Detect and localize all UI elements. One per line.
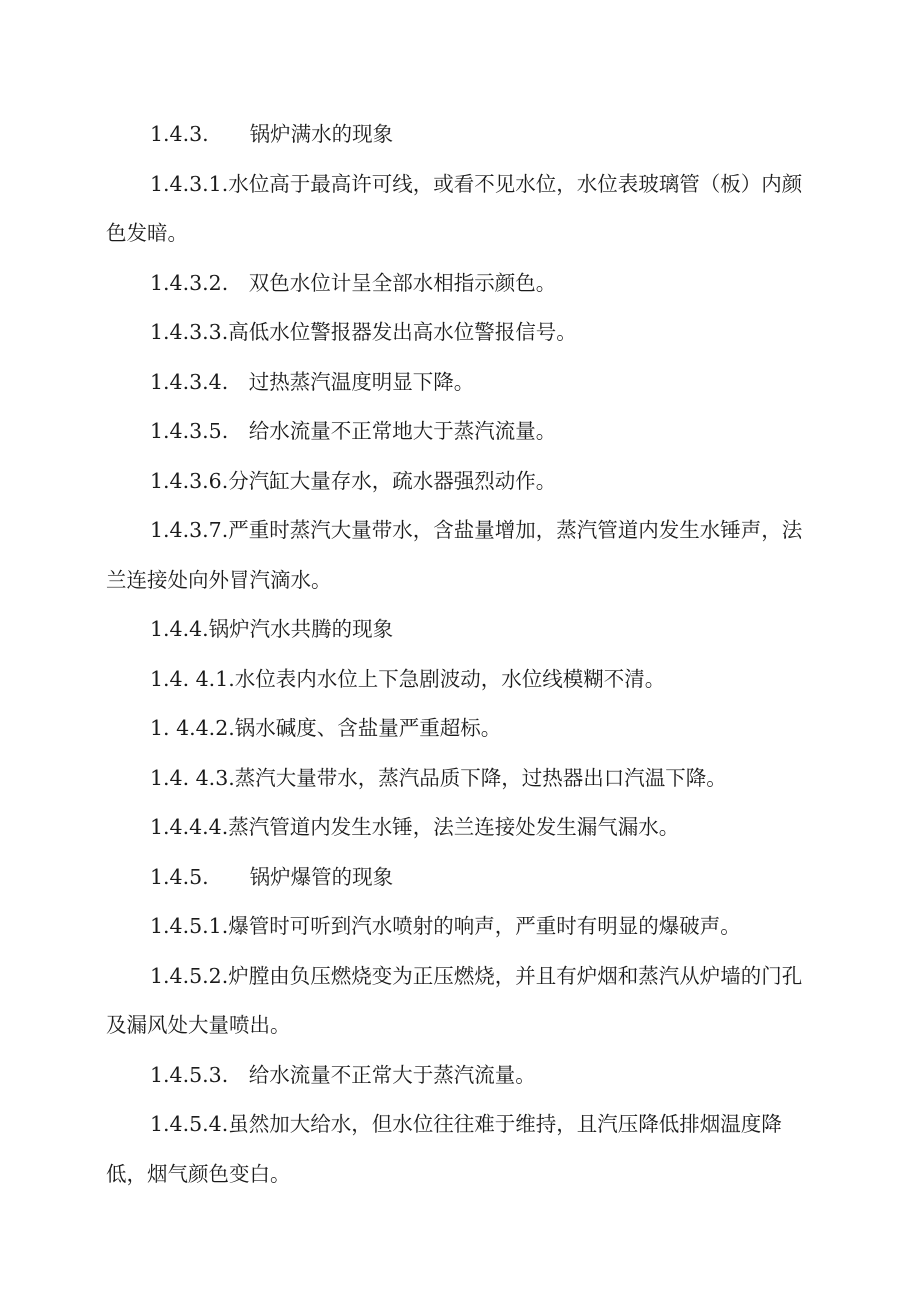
paragraph-1-4-5-2: 1.4.5.2.炉膛由负压燃烧变为正压燃烧，并且有炉烟和蒸汽从炉墙的门孔及漏风处大量喷出。 (106, 963, 803, 1037)
paragraph-1-4-4-3: 1.4. 4.3.蒸汽大量带水，蒸汽品质下降，过热器出口汽温下降。 (150, 765, 727, 790)
paragraph-1-4-3-2: 1.4.3.2. 双色水位计呈全部水相指示颜色。 (150, 270, 557, 295)
paragraph-1-4-4-1: 1.4. 4.1.水位表内水位上下急剧波动，水位线模糊不清。 (150, 666, 666, 691)
paragraph-1-4-3-5: 1.4.3.5. 给水流量不正常地大于蒸汽流量。 (150, 419, 557, 443)
paragraph-1-4-3-6: 1.4.3.6.分汽缸大量存水，疏水器强烈动作。 (150, 468, 557, 493)
paragraph-1-4-5-1: 1.4.5.1.爆管时可听到汽水喷射的响声，严重时有明显的爆破声。 (150, 914, 741, 938)
heading-1-4-4: 1.4.4.锅炉汽水共腾的现象 (150, 617, 394, 641)
paragraph-1-4-5-4: 1.4.5.4.虽然加大给水，但水位往往难于维持，且汽压降低排烟温度降低，烟气颜色变白。 (106, 1112, 782, 1186)
document-body (106, 110, 820, 1199)
paragraph-1-4-3-7: 1.4.3.7.严重时蒸汽大量带水，含盐量增加，蒸汽管道内发生水锤声，法兰连接处向外冒汽滴水。 (106, 518, 803, 592)
paragraph-1-4-3-3: 1.4.3.3.高低水位警报器发出高水位警报信号。 (150, 320, 577, 344)
paragraph-1-4-5-3: 1.4.5.3. 给水流量不正常大于蒸汽流量。 (150, 1062, 536, 1087)
paragraph-1-4-4-2: 1. 4.4.2.锅水碱度、含盐量严重超标。 (150, 716, 502, 740)
paragraph-1-4-3-4: 1.4.3.4. 过热蒸汽温度明显下降。 (150, 369, 475, 394)
paragraph-1-4-3-1: 1.4.3.1.水位高于最高许可线，或看不见水位，水位表玻璃管（板）内颜色发暗。 (106, 171, 803, 245)
paragraph-1-4-4-4: 1.4.4.4.蒸汽管道内发生水锤，法兰连接处发生漏气漏水。 (150, 815, 680, 839)
heading-1-4-5: 1.4.5. 锅炉爆管的现象 (150, 864, 394, 889)
heading-1-4-3: 1.4.3. 锅炉满水的现象 (150, 122, 394, 146)
